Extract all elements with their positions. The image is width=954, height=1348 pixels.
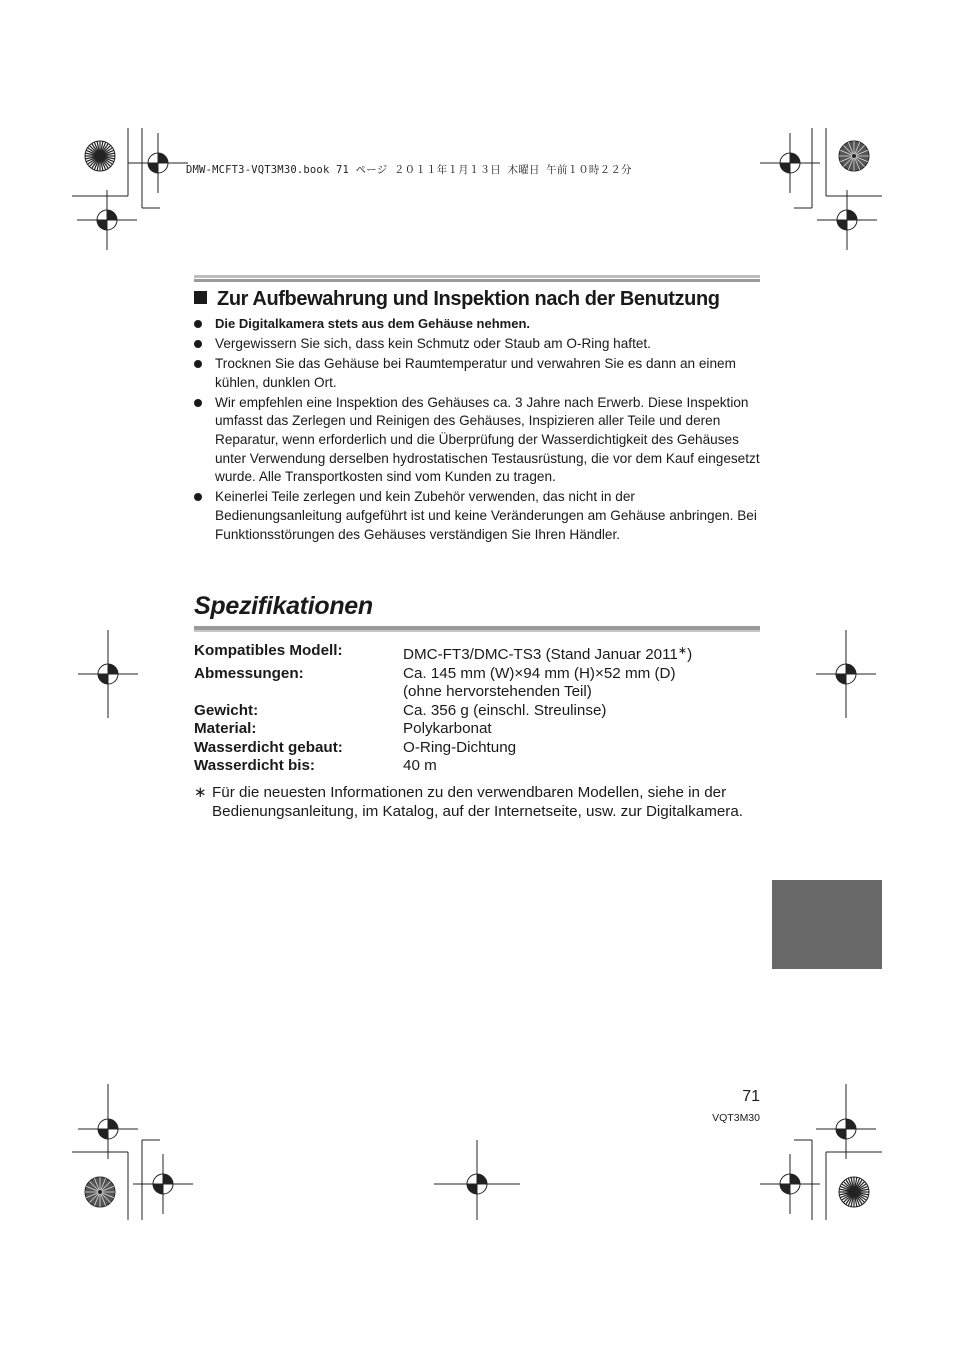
spec-label: Gewicht: [194,701,259,719]
spec-row [194,720,760,739]
bullet-dot-icon [194,320,202,328]
spec-label: Wasserdicht gebaut: [194,738,343,756]
section-rule [194,275,760,282]
spec-row [194,642,760,665]
list-item [194,355,760,392]
spec-row [194,739,760,758]
spec-value: Polykarbonat [403,720,492,737]
spec-value-end: ) [687,646,693,663]
spec-value: Ca. 145 mm (W)×94 mm (H)×52 mm (D) [403,664,676,682]
spec-value [403,642,760,665]
spec-row [194,757,760,776]
spec-value: 40 m [403,757,437,774]
list-item [194,335,760,354]
page-number: 71 [742,1088,760,1105]
bullet-dot-icon [194,493,202,501]
print-header: DMW-MCFT3-VQT3M30.book 71 ページ ２０１１年１月１３日 木曜日 午前１０時２２分 [186,164,632,176]
spec-value: Ca. 356 g (einschl. Streulinse) [403,701,607,719]
bullet-dot-icon [194,340,202,348]
care-bullet-list [194,315,760,546]
spec-value-text: DMC-FT3/DMC-TS3 (Stand Januar 2011 [403,646,678,663]
bullet-dot-icon [194,360,202,368]
list-item [194,315,760,334]
spec-label: Kompatibles Modell: [194,642,343,659]
spec-rule [194,626,760,632]
list-item-text: Wir empfehlen eine Inspektion des Gehäuses ca. 3 Jahre nach Erwerb. Diese Inspektion umfasst das Zerlegen und Reinigen des Gehäuses, Inspizieren aller Teile und deren Reparatur, wenn erforderlich und die Überprüfung der Wasserdichtigkeit des Gehäuses unter Verwendung derselben hydrostatischen Testausrüstung, die vor dem Kauf eingesetzt wurde. Alle Transportkosten sind vom Kunden zu tragen. [215,394,760,485]
spec-row [194,665,760,684]
spec-label: Abmessungen: [194,664,304,682]
spec-value: O-Ring-Dichtung [403,738,517,756]
footnote-text: Für die neuesten Informationen zu den verwendbaren Modellen, siehe in der Bedienungsanleitung, im Katalog, auf der Internetseite, usw. zur Digitalkamera. [212,784,744,820]
spec-label: Material: [194,720,257,737]
list-item-text: Trocknen Sie das Gehäuse bei Raumtemperatur und verwahren Sie es dann an einem kühlen, dunklen Ort. [215,356,736,390]
list-item [194,488,760,544]
footnote-marker: ∗ [677,645,688,657]
footnote [194,784,760,821]
square-bullet-icon [194,291,207,304]
spec-label [194,683,403,702]
spec-row [194,702,760,721]
section-heading [194,288,774,311]
chapter-side-tab [772,880,882,969]
spec-heading: Spezifikationen [194,592,373,620]
section-heading-text: Zur Aufbewahrung und Inspektion nach der Benutzung [217,288,720,310]
list-item-text: Vergewissern Sie sich, dass kein Schmutz oder Staub am O-Ring haftet. [215,336,651,352]
spec-table [194,642,760,776]
doc-code: VQT3M30 [712,1112,760,1124]
bullet-dot-icon [194,399,202,407]
spec-row [194,683,760,702]
footnote-star: ∗ [194,784,207,801]
spec-value: (ohne hervorstehenden Teil) [403,683,592,700]
list-item-text: Keinerlei Teile zerlegen und kein Zubehör verwenden, das nicht in der Bedienungsanleitung aufgeführt ist und keine Veränderungen am Gehäuse anbringen. Bei Funktionsstörungen des Gehäuses verständigen Sie Ihren Händler. [215,489,757,542]
list-item-text: Die Digitalkamera stets aus dem Gehäuse nehmen. [215,316,531,331]
list-item [194,394,760,487]
spec-label: Wasserdicht bis: [194,757,315,774]
